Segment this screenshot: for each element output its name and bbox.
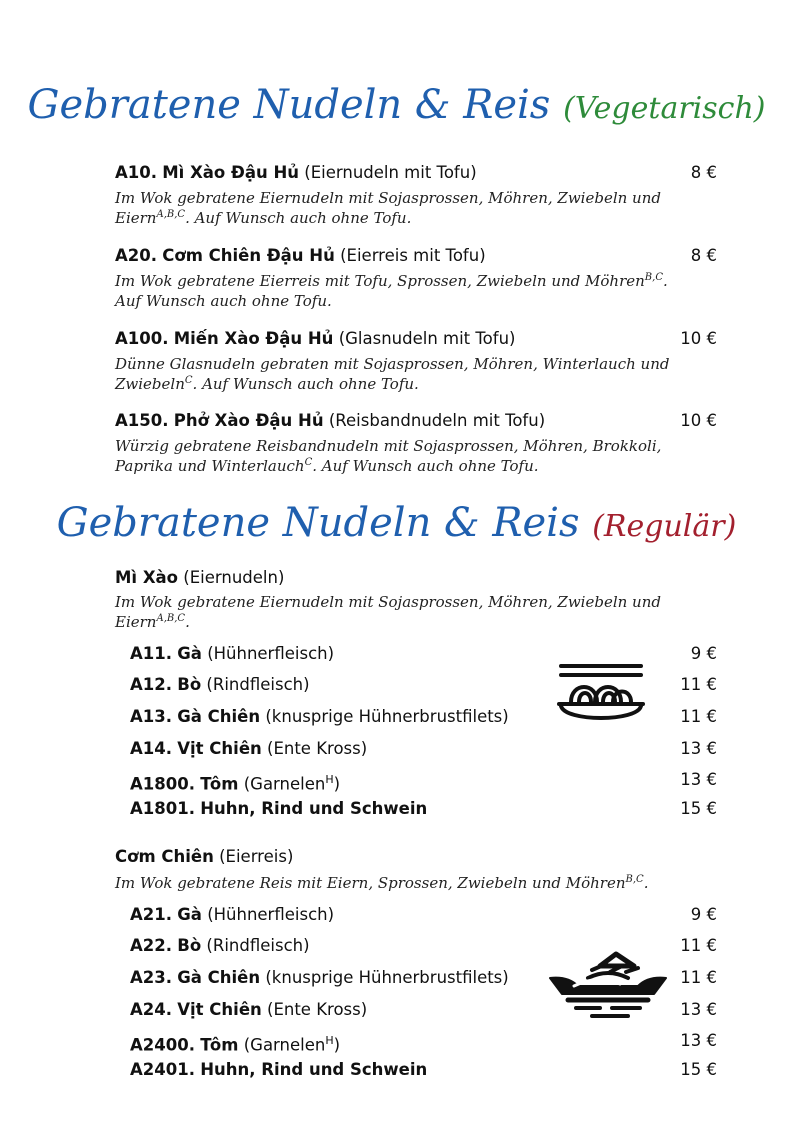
menu-item xyxy=(115,163,477,183)
menu-item: A23. Gà Chiên (knusprige Hühnerbrustfilets) xyxy=(130,968,509,987)
item-description: Im Wok gebratene Eiernudeln mit Sojasprossen, Möhren, Zwiebeln und Eiern$^{A,B,C}$. Auf Wunsch auch ohne Tofu. xyxy=(115,189,661,227)
item-price: 10 € xyxy=(680,329,717,348)
menu-item: A2400. Tôm (Garnelen$^H$) xyxy=(130,1034,341,1055)
menu-item: A2401. Huhn, Rind und Schwein xyxy=(130,1060,428,1079)
item-subtitle: (Eierreis mit Tofu) xyxy=(340,246,486,265)
group-description: Im Wok gebratene Eiernudeln mit Sojasprossen, Möhren, Zwiebeln und Eiern$^{A,B,C}$. xyxy=(115,593,661,631)
section-variant-label: (Regulär) xyxy=(592,509,737,544)
menu-item: A22. Bò (Rindfleisch) xyxy=(130,936,310,955)
menu-item: A1801. Huhn, Rind und Schwein xyxy=(130,799,428,818)
item-subtitle: (Glasnudeln mit Tofu) xyxy=(338,329,516,348)
section-title-text: Gebratene Nudeln & Reis xyxy=(27,82,551,128)
menu-item: A14. Vịt Chiên (Ente Kross) xyxy=(130,739,368,758)
group-name: Mì Xào xyxy=(115,568,179,587)
item-price: 9 € xyxy=(690,644,717,663)
item-price: 11 € xyxy=(680,936,717,955)
item-price: 15 € xyxy=(680,1060,717,1079)
item-code: A10. xyxy=(115,163,157,182)
item-description: Im Wok gebratene Eierreis mit Tofu, Sprossen, Zwiebeln und Möhren$^{B,C}$. Auf Wunsch auch ohne Tofu. xyxy=(115,272,668,310)
item-code: A20. xyxy=(115,246,157,265)
section-title-vegetarian xyxy=(0,82,793,128)
item-price: 9 € xyxy=(690,905,717,924)
section-title-text: Gebratene Nudeln & Reis xyxy=(56,500,580,546)
menu-item xyxy=(115,329,515,349)
fried-rice-plate-icon xyxy=(548,950,668,1026)
item-subtitle: (Reisbandnudeln mit Tofu) xyxy=(328,411,546,430)
group-subtitle: (Eiernudeln) xyxy=(183,568,285,587)
item-price: 10 € xyxy=(680,411,717,430)
item-name: Cơm Chiên Đậu Hủ xyxy=(162,246,335,265)
item-description: Dünne Glasnudeln gebraten mit Sojasprossen, Möhren, Winterlauch und Zwiebeln$^C$. Auf Wunsch auch ohne Tofu. xyxy=(115,355,670,393)
group-heading xyxy=(115,847,293,867)
item-price: 11 € xyxy=(680,675,717,694)
menu-item: A21. Gà (Hühnerfleisch) xyxy=(130,905,335,924)
section-title-regular xyxy=(0,500,793,546)
item-code: A150. xyxy=(115,411,169,430)
section-variant-label: (Vegetarisch) xyxy=(563,91,766,126)
item-price: 11 € xyxy=(680,707,717,726)
item-description: Würzig gebratene Reisbandnudeln mit Sojasprossen, Möhren, Brokkoli, Paprika und Winterlauch$^C$. Auf Wunsch auch ohne Tofu. xyxy=(115,437,662,475)
item-price: 13 € xyxy=(680,1031,717,1050)
noodle-bowl-icon xyxy=(555,660,647,726)
item-subtitle: (Eiernudeln mit Tofu) xyxy=(304,163,477,182)
item-name: Phở Xào Đậu Hủ xyxy=(173,411,324,430)
item-price: 11 € xyxy=(680,968,717,987)
item-code: A100. xyxy=(115,329,169,348)
item-price: 8 € xyxy=(690,246,717,265)
menu-item: A24. Vịt Chiên (Ente Kross) xyxy=(130,1000,368,1019)
menu-item: A11. Gà (Hühnerfleisch) xyxy=(130,644,335,663)
group-name: Cơm Chiên xyxy=(115,847,214,866)
menu-item: A12. Bò (Rindfleisch) xyxy=(130,675,310,694)
item-price: 15 € xyxy=(680,799,717,818)
menu-item xyxy=(115,411,545,431)
menu-item: A13. Gà Chiên (knusprige Hühnerbrustfilets) xyxy=(130,707,509,726)
item-name: Miến Xào Đậu Hủ xyxy=(173,329,334,348)
group-subtitle: (Eierreis) xyxy=(219,847,294,866)
item-price: 13 € xyxy=(680,1000,717,1019)
item-price: 13 € xyxy=(680,739,717,758)
item-name: Mì Xào Đậu Hủ xyxy=(162,163,300,182)
menu-item xyxy=(115,246,486,266)
item-price: 13 € xyxy=(680,770,717,789)
group-heading xyxy=(115,568,284,588)
group-description: Im Wok gebratene Reis mit Eiern, Sprossen, Zwiebeln und Möhren$^{B,C}$. xyxy=(115,874,649,892)
item-price: 8 € xyxy=(690,163,717,182)
menu-item: A1800. Tôm (Garnelen$^H$) xyxy=(130,773,341,794)
